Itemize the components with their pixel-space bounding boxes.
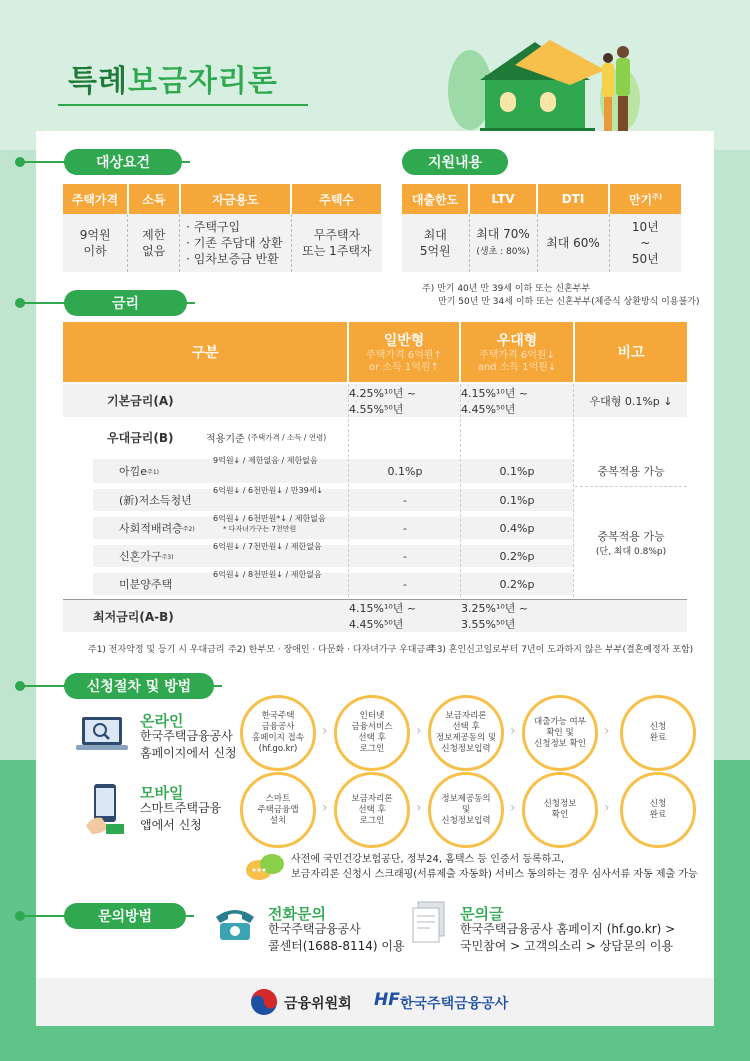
section-line bbox=[20, 915, 70, 917]
ltv-line: 최대 70% bbox=[476, 227, 530, 241]
general-header: 일반형 bbox=[383, 333, 425, 349]
online-step bbox=[428, 695, 504, 771]
mobile-step bbox=[620, 772, 696, 848]
rate-col-note bbox=[575, 322, 687, 382]
price-line: 이하 bbox=[83, 244, 107, 258]
mobile-step bbox=[522, 772, 598, 848]
support-table bbox=[402, 184, 681, 272]
note-first-row bbox=[63, 456, 687, 486]
chevron-right-icon: › bbox=[604, 723, 610, 739]
step-line: 금융공사 bbox=[261, 722, 295, 732]
step-line: 정보제공동의 bbox=[441, 793, 491, 804]
step-line: 신청정보입력 bbox=[441, 744, 491, 754]
step-line: 정보제공동의 및 bbox=[435, 733, 497, 743]
rate-col-general bbox=[349, 322, 459, 382]
houses-line: 무주택자 bbox=[313, 228, 361, 242]
smartphone-icon bbox=[84, 782, 128, 836]
houses-line: 또는 1주택자 bbox=[302, 244, 372, 258]
support-header: DTI bbox=[537, 184, 609, 214]
criteria-text: 6억원↓ / 7천만원↓ / 제한없음 bbox=[213, 542, 322, 551]
ltv-sub: (생초 : 80%) bbox=[476, 247, 530, 257]
online-step bbox=[522, 695, 598, 771]
write-desc bbox=[460, 921, 675, 955]
note-rest-sub: (단, 최대 0.8%p) bbox=[595, 546, 667, 557]
mobile-desc bbox=[140, 800, 221, 834]
step-text bbox=[351, 794, 392, 827]
title-part-1: 특례 bbox=[68, 64, 128, 99]
mobile-step bbox=[428, 772, 504, 848]
step-line: 신청정보 확인 bbox=[534, 738, 586, 749]
rate-note: 주3) 혼인신고일로부터 7년이 도과하지 않은 부부(결혼예정자 포함) bbox=[428, 645, 694, 655]
criteria-footnote: * 다자녀가구는 7천만원 bbox=[223, 525, 297, 533]
step-text bbox=[544, 799, 577, 821]
usage-line: · 기존 주담대 상환 bbox=[186, 236, 283, 250]
target-usage bbox=[180, 214, 292, 272]
maturity-sup: 주) bbox=[652, 192, 663, 201]
step-text bbox=[650, 799, 666, 821]
target-table bbox=[63, 184, 383, 272]
preferred-sub: and 소득 1억원↓ bbox=[477, 362, 557, 373]
chevron-right-icon: › bbox=[416, 800, 422, 816]
write-desc-line: 국민참여 > 고객의소리 > 상담문의 이용 bbox=[460, 939, 674, 953]
pref-item-preferred: 0.1%p bbox=[499, 464, 535, 478]
step-line: 및 bbox=[461, 804, 471, 815]
step-line: 완료 bbox=[649, 733, 667, 743]
income-line: 제한 bbox=[142, 228, 166, 242]
pref-item-general: - bbox=[403, 549, 407, 563]
step-line: 홈페이지 접속 bbox=[252, 733, 304, 743]
pref-item-sup: 주3) bbox=[161, 553, 174, 561]
phone-title: 전화문의 bbox=[268, 905, 326, 923]
target-houses bbox=[291, 214, 382, 272]
support-header: 대출한도 bbox=[402, 184, 469, 214]
general-sub: 주택가격 6억원↑ bbox=[366, 350, 442, 361]
house-illustration bbox=[440, 30, 640, 135]
step-text bbox=[257, 794, 298, 827]
pref-item-sup: 주1) bbox=[147, 468, 159, 476]
pref-item-name-text: 미분양주택 bbox=[119, 578, 173, 591]
hf-logo-text: 한국주택금융공사 bbox=[400, 996, 509, 1012]
section-procedure-label: 신청절차 및 방법 bbox=[64, 673, 214, 699]
online-desc-line: 홈페이지에서 신청 bbox=[140, 746, 237, 760]
criteria-text: 6억원↓ / 6천만원*↓ / 제한없음 bbox=[213, 514, 326, 523]
online-step bbox=[334, 695, 410, 771]
mobile-title: 모바일 bbox=[140, 784, 184, 802]
section-line bbox=[182, 161, 190, 163]
step-text bbox=[534, 717, 586, 750]
limit-line: 5억원 bbox=[419, 244, 451, 258]
step-text bbox=[436, 711, 496, 755]
target-header: 주택가격 bbox=[63, 184, 128, 214]
chevron-right-icon: › bbox=[604, 800, 610, 816]
section-target-label: 대상요건 bbox=[64, 149, 182, 175]
base-label: 기본금리(A) bbox=[107, 394, 174, 408]
note-first: 중복적용 가능 bbox=[597, 465, 665, 478]
support-dti: 최대 60% bbox=[537, 214, 609, 272]
mobile-desc-line: 앱에서 신청 bbox=[140, 818, 202, 832]
section-line bbox=[214, 685, 222, 687]
procedure-note-line: 보금자리론 신청시 스크래핑(서류제출 자동화) 서비스 동의하는 경우 심사서류 자동 제출 가능 bbox=[291, 869, 698, 880]
step-line: 신청정보입력 bbox=[441, 815, 491, 826]
criteria-sub: (주택가격 / 소득 / 연령) bbox=[247, 432, 327, 442]
usage-line: · 임차보증금 반환 bbox=[186, 252, 279, 266]
title-part-2: 보금자리론 bbox=[127, 64, 278, 99]
document-icon bbox=[410, 900, 450, 944]
step-line: 대출가능 여부 bbox=[534, 716, 586, 727]
online-step bbox=[620, 695, 696, 771]
general-sub: or 소득 1억원↑ bbox=[369, 362, 439, 373]
support-note: 만기 50년 만 34세 이하 또는 신혼부부(체증식 상환방식 이용불가) bbox=[438, 297, 700, 307]
online-desc bbox=[140, 728, 237, 762]
procedure-note-line: 사전에 국민건강보험공단, 정부24, 홈택스 등 인증서 등록하고, bbox=[291, 854, 565, 865]
phone-desc-line: 한국주택금융공사 bbox=[268, 922, 361, 936]
online-step bbox=[240, 695, 316, 771]
pref-item-name-text: 아낌e bbox=[119, 465, 148, 478]
chevron-right-icon: › bbox=[510, 723, 516, 739]
step-line: 인터넷 bbox=[359, 711, 385, 721]
support-ltv bbox=[469, 214, 537, 272]
step-line: 선택 후 bbox=[452, 722, 480, 732]
pref-item-name-text: (新)저소득청년 bbox=[119, 494, 192, 507]
pref-item-general: - bbox=[403, 493, 407, 507]
pref-item-general: - bbox=[403, 577, 407, 591]
step-line: 주택금융앱 bbox=[257, 804, 299, 815]
limit-line: 최대 bbox=[423, 228, 447, 242]
step-line: 금융서비스 bbox=[351, 722, 393, 732]
note-rest-text: 중복적용 가능 bbox=[597, 529, 665, 543]
base-general: 4.25%¹⁰년 ~ 4.55%⁵⁰년 bbox=[349, 386, 417, 416]
support-note: 주) 만기 40년 만 39세 이하 또는 신혼부부 bbox=[422, 284, 591, 294]
income-line: 없음 bbox=[142, 244, 166, 258]
section-line bbox=[20, 161, 70, 163]
step-line: 신청 bbox=[649, 799, 667, 809]
pref-item-name-text: 신혼가구 bbox=[119, 550, 162, 563]
step-text bbox=[252, 711, 304, 755]
note-rest-row bbox=[63, 486, 687, 598]
support-limit bbox=[402, 214, 469, 272]
pref-item-preferred: 0.2%p bbox=[499, 549, 535, 563]
hf-logo-mark: HF bbox=[374, 990, 400, 1010]
rate-table-header bbox=[63, 322, 687, 382]
support-header: LTV bbox=[469, 184, 537, 214]
criteria-text: 6억원↓ / 8천만원↓ / 제한없음 bbox=[213, 570, 322, 579]
pref-criteria bbox=[206, 419, 356, 455]
write-title: 문의글 bbox=[460, 905, 504, 923]
target-header: 소득 bbox=[128, 184, 180, 214]
write-desc-line: 한국주택금융공사 홈페이지 (hf.go.kr) > bbox=[460, 922, 676, 936]
criteria-text: 6억원↓ / 6천만원↓ / 만39세↓ bbox=[213, 486, 324, 495]
target-income bbox=[128, 214, 180, 272]
step-text bbox=[650, 722, 666, 744]
maturity-header-text: 만기 bbox=[628, 192, 653, 207]
target-header: 주택수 bbox=[291, 184, 382, 214]
step-line: 신청 bbox=[649, 722, 667, 732]
preferred-header: 우대형 bbox=[496, 333, 538, 349]
step-line: 신청정보 bbox=[543, 799, 577, 809]
target-header: 자금용도 bbox=[180, 184, 292, 214]
step-line: 선택 후 bbox=[358, 804, 386, 815]
step-line: 완료 bbox=[649, 810, 667, 820]
section-support-label: 지원내용 bbox=[402, 149, 508, 175]
maturity-line: ~ bbox=[640, 236, 651, 250]
title-underline bbox=[58, 104, 308, 106]
price-line: 9억원 bbox=[79, 228, 111, 242]
pref-item-name-text: 사회적배려층 bbox=[119, 522, 183, 535]
speech-bubble-icon bbox=[245, 852, 285, 882]
mobile-desc-line: 스마트주택금융 bbox=[140, 801, 222, 815]
base-preferred: 4.15%¹⁰년 ~ 4.45%⁵⁰년 bbox=[461, 386, 529, 416]
section-line bbox=[187, 302, 195, 304]
step-line: 설치 bbox=[269, 815, 287, 826]
section-line bbox=[186, 915, 194, 917]
procedure-note bbox=[291, 852, 698, 882]
section-rate-label: 금리 bbox=[64, 290, 187, 316]
rate-note: 주1) 전자약정 및 등기 시 우대금리 bbox=[88, 645, 225, 655]
preferred-sub: 주택가격 6억원↓ bbox=[479, 350, 555, 361]
maturity-line: 10년 bbox=[631, 220, 659, 234]
criteria-text: 9억원↓ / 제한없음 / 제한없음 bbox=[213, 456, 318, 465]
rate-row-min bbox=[63, 599, 687, 632]
step-text bbox=[351, 711, 392, 755]
support-header-maturity bbox=[609, 184, 681, 214]
online-desc-line: 한국주택금융공사 bbox=[140, 729, 233, 743]
mobile-step bbox=[334, 772, 410, 848]
note-rest bbox=[575, 486, 687, 598]
step-line: 보금자리론 bbox=[445, 711, 487, 721]
online-title: 온라인 bbox=[140, 712, 184, 730]
step-line: 확인 bbox=[551, 810, 569, 820]
section-line bbox=[20, 302, 70, 304]
pref-label: 우대금리(B) bbox=[107, 430, 174, 445]
taegeuk-logo-icon bbox=[250, 988, 278, 1016]
step-line: 한국주택 bbox=[261, 711, 295, 721]
usage-line: · 주택구입 bbox=[186, 220, 241, 234]
step-line: 스마트 bbox=[265, 793, 291, 804]
chevron-right-icon: › bbox=[510, 800, 516, 816]
min-label: 최저금리(A-B) bbox=[93, 609, 174, 624]
maturity-line: 50년 bbox=[631, 252, 659, 266]
step-line: 로그인 bbox=[359, 744, 385, 754]
laptop-icon bbox=[76, 715, 128, 755]
telephone-icon bbox=[212, 903, 258, 943]
criteria-title: 적용기준 bbox=[206, 433, 245, 445]
rate-row-pref-header bbox=[63, 419, 687, 455]
phone-desc bbox=[268, 921, 405, 955]
step-line: 보금자리론 bbox=[351, 793, 393, 804]
rate-row-base bbox=[63, 384, 687, 417]
section-inquiry-label: 문의방법 bbox=[64, 903, 186, 929]
chevron-right-icon: › bbox=[416, 723, 422, 739]
phone-desc-line: 콜센터(1688-8114) 이용 bbox=[268, 939, 405, 953]
chevron-right-icon: › bbox=[322, 800, 328, 816]
pref-item-general: 0.1%p bbox=[387, 464, 423, 478]
page-title bbox=[68, 56, 278, 100]
rate-note: 주2) 한부모 · 장애인 · 다문화 · 다자녀가구 우대금리 bbox=[228, 645, 434, 655]
step-line: (hf.go.kr) bbox=[258, 744, 298, 754]
target-price bbox=[63, 214, 128, 272]
pref-item-sup: 주2) bbox=[182, 525, 195, 533]
base-note: 우대형 0.1%p ↓ bbox=[589, 394, 673, 408]
note-header: 비고 bbox=[617, 345, 645, 361]
fsc-logo-text: 금융위원회 bbox=[284, 996, 352, 1012]
min-general: 4.15%¹⁰년 ~ 4.45%⁵⁰년 bbox=[349, 602, 417, 631]
step-line: 로그인 bbox=[359, 815, 385, 826]
pref-item-preferred: 0.4%p bbox=[499, 521, 535, 535]
category-header: 구분 bbox=[191, 345, 219, 361]
min-preferred: 3.25%¹⁰년 ~ 3.55%⁵⁰년 bbox=[461, 602, 529, 631]
mobile-step bbox=[240, 772, 316, 848]
pref-item-preferred: 0.1%p bbox=[499, 493, 535, 507]
pref-item-general: - bbox=[403, 521, 407, 535]
pref-item-preferred: 0.2%p bbox=[499, 577, 535, 591]
step-text bbox=[441, 794, 490, 827]
chevron-right-icon: › bbox=[322, 723, 328, 739]
step-line: 선택 후 bbox=[358, 733, 386, 743]
rate-col-preferred bbox=[461, 322, 573, 382]
section-line bbox=[20, 685, 70, 687]
support-maturity bbox=[609, 214, 681, 272]
rate-col-category bbox=[63, 322, 347, 382]
step-line: 확인 및 bbox=[546, 727, 574, 738]
